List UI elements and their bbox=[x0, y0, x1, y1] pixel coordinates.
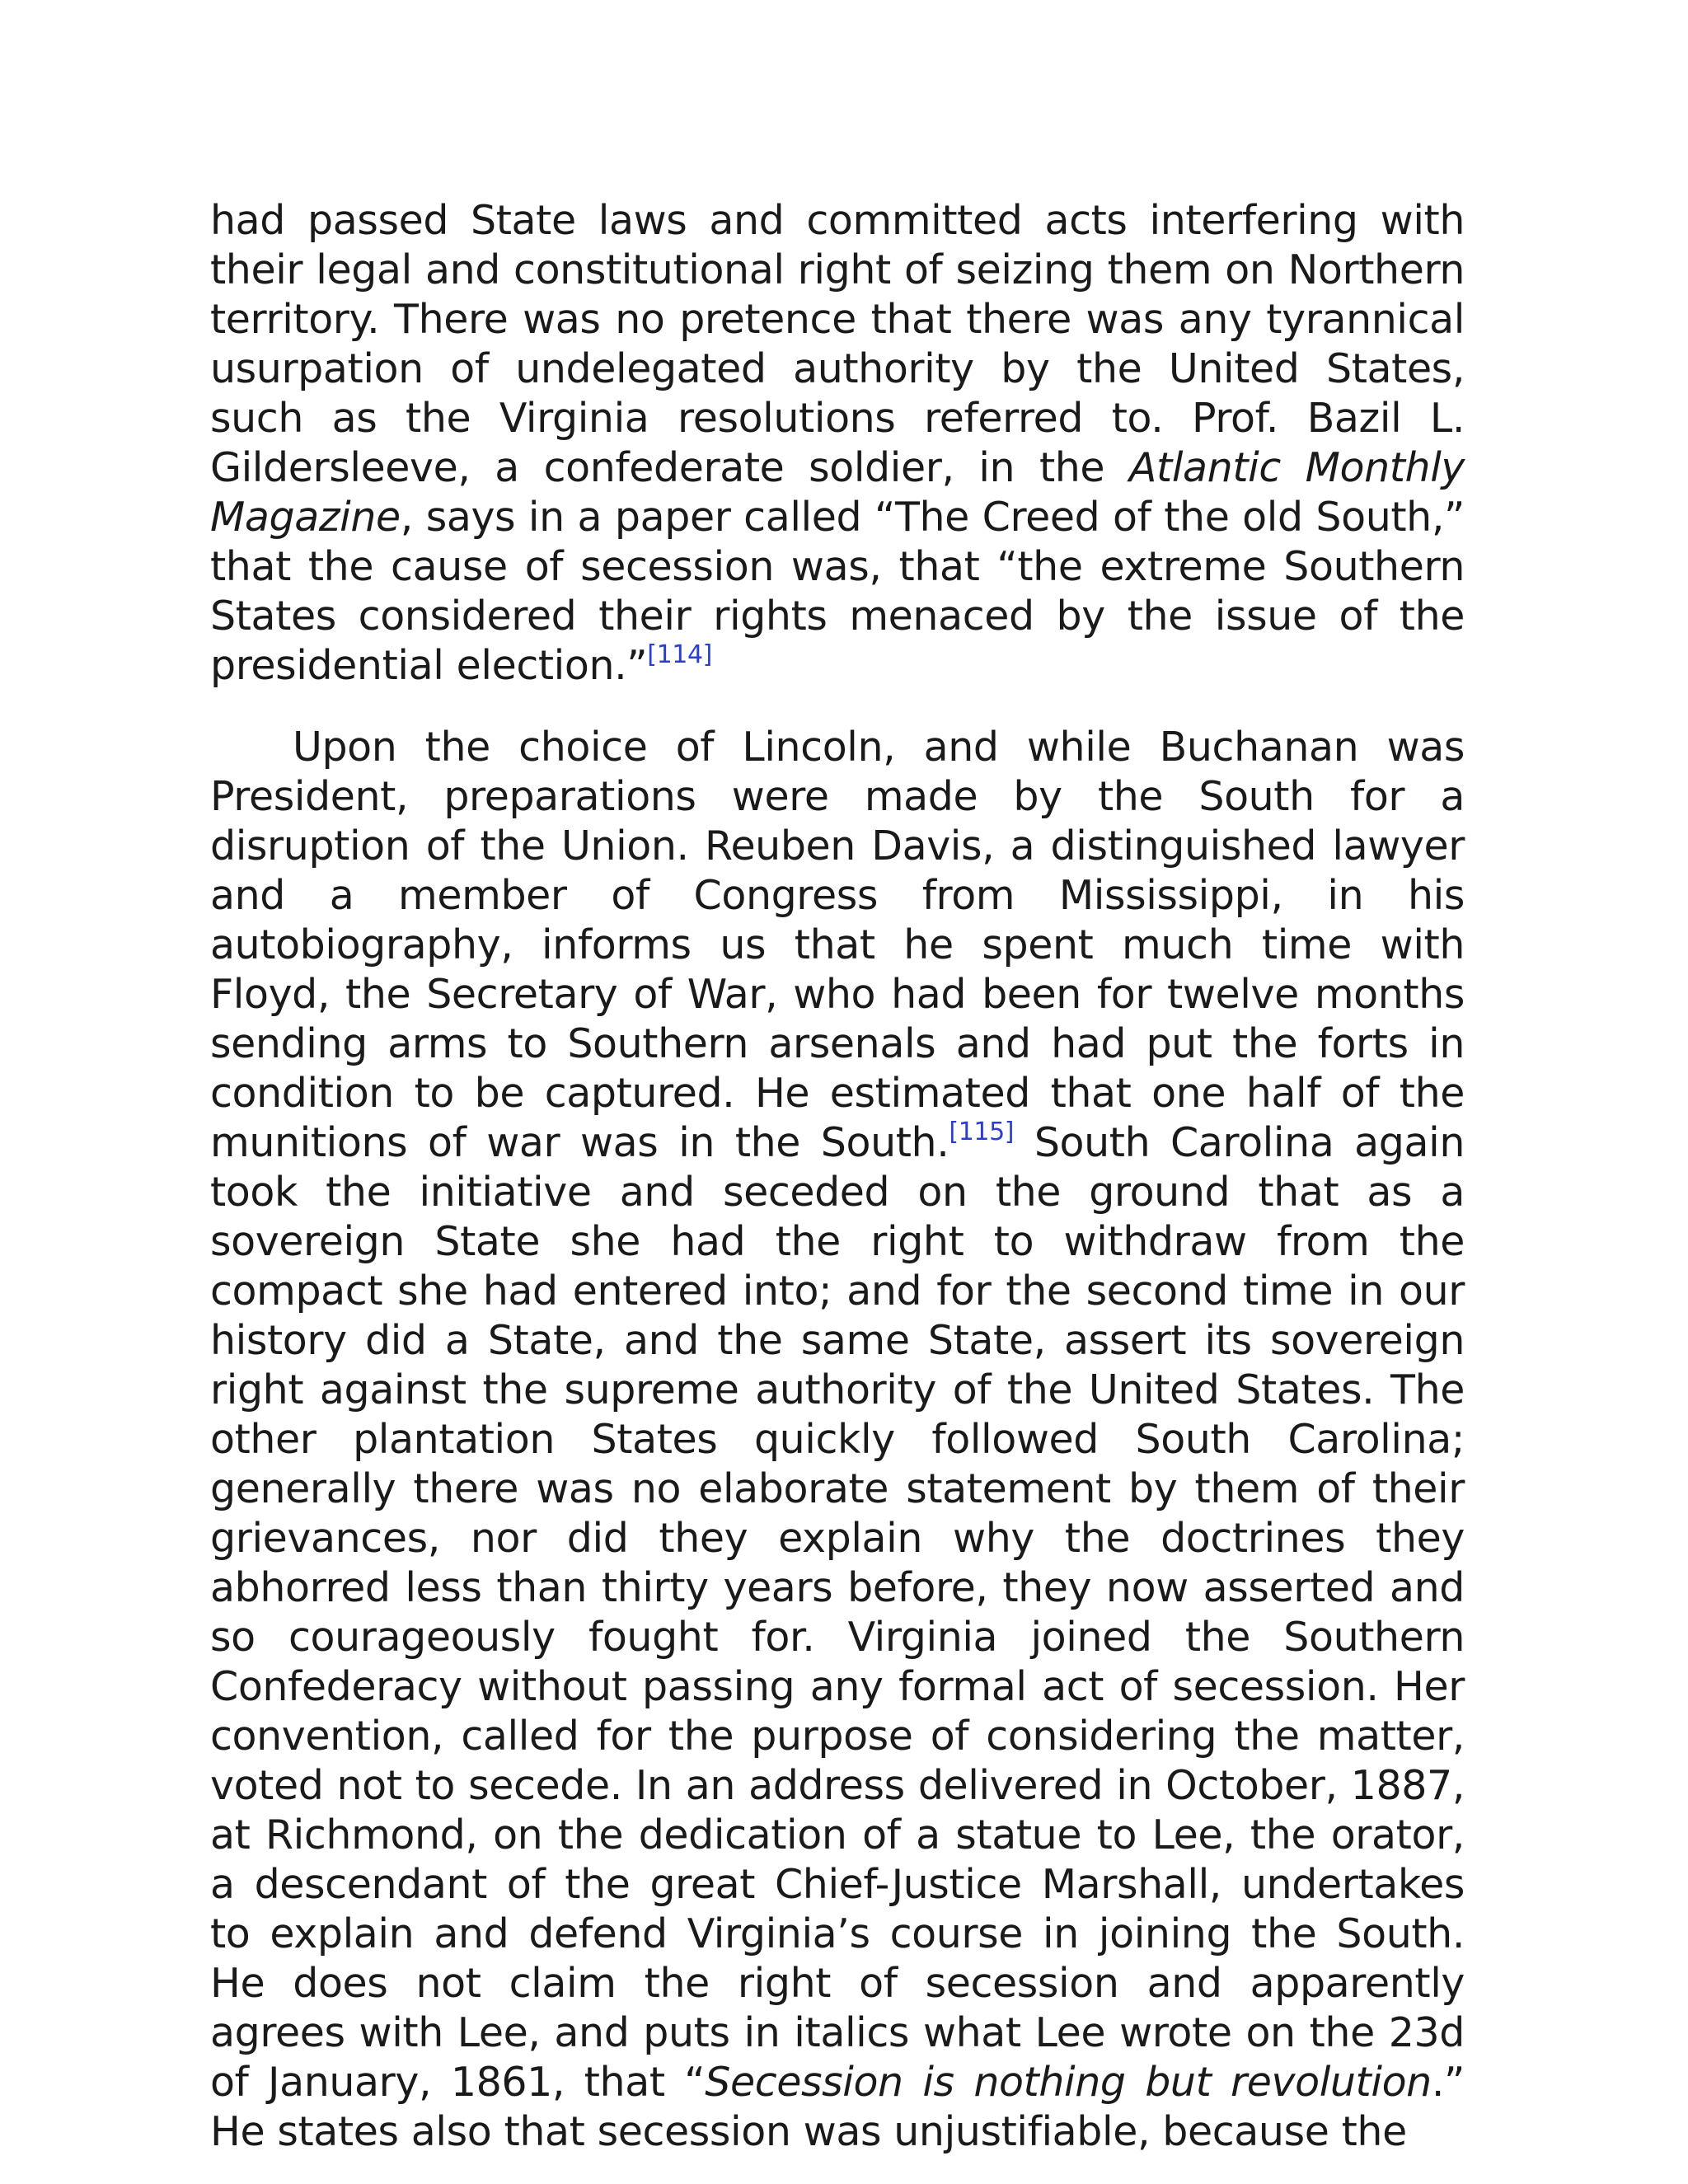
paragraph-1 bbox=[210, 196, 1465, 691]
footnote-link-115[interactable]: [115] bbox=[949, 1118, 1015, 1146]
lee-quote-italic: Secession is nothing but revolution bbox=[705, 2059, 1432, 2106]
magazine-title: Atlantic Monthly Magazine bbox=[210, 444, 1465, 541]
footnote-link-114[interactable]: [114] bbox=[647, 640, 712, 669]
paragraph-2-text-b: South Carolina again took the initiative and seceded on the ground that as a sovereign State she had the right to withdraw from the compact she had entered into; and for the second time in our history did a State, and the same State, assert its sovereign right against the supreme authority of the United States. The other plantation States quickly followed South Carolina; generally there was no elaborate statement by them of their grievances, nor did they explain why the doctrines they abhorred less than thirty years before, they now asserted and so courageously fought for. Virginia joined the Southern Confederacy without passing any formal act of secession. Her convention, called for the purpose of considering the matter, voted not to secede. In an address delivered in October, 1887, at Richmond, on the dedication of a statue to Lee, the orator, a descendant of the great Chief-Justice Marshall, undertakes to explain and defend Virginia’s course in joining the South. He does not claim the right of secession and apparently agrees with Lee, and puts in italics what Lee wrote on the 23d of January, 1861, that “ bbox=[210, 1119, 1465, 2106]
paragraph-2-text-c: .” He states also that secession was unjustifiable, because the bbox=[210, 2059, 1465, 2155]
document-page bbox=[210, 196, 1465, 2157]
paragraph-2 bbox=[210, 723, 1465, 2157]
paragraph-1-text-b: , says in a paper called “The Creed of the old South,” that the cause of secession was, that “the extreme Southern States considered their rights menaced by the issue of the presidential election.” bbox=[210, 494, 1465, 689]
paragraph-2-text-a: Upon the choice of Lincoln, and while Buchanan was President, preparations were made by the South for a disruption of the Union. Reuben Davis, a distinguished lawyer and a member of Congress from Mississippi, in his autobiography, informs us that he spent much time with Floyd, the Secretary of War, who had been for twelve months sending arms to Southern arsenals and had put the forts in condition to be captured. He estimated that one half of the munitions of war was in the South. bbox=[210, 724, 1465, 1166]
paragraph-1-text-a: had passed State laws and committed acts interfering with their legal and constitutional right of seizing them on Northern territory. There was no pretence that there was any tyrannical usurpation of undelegated authority by the United States, such as the Virginia resolutions referred to. Prof. Bazil L. Gildersleeve, a confederate soldier, in the bbox=[210, 197, 1465, 491]
